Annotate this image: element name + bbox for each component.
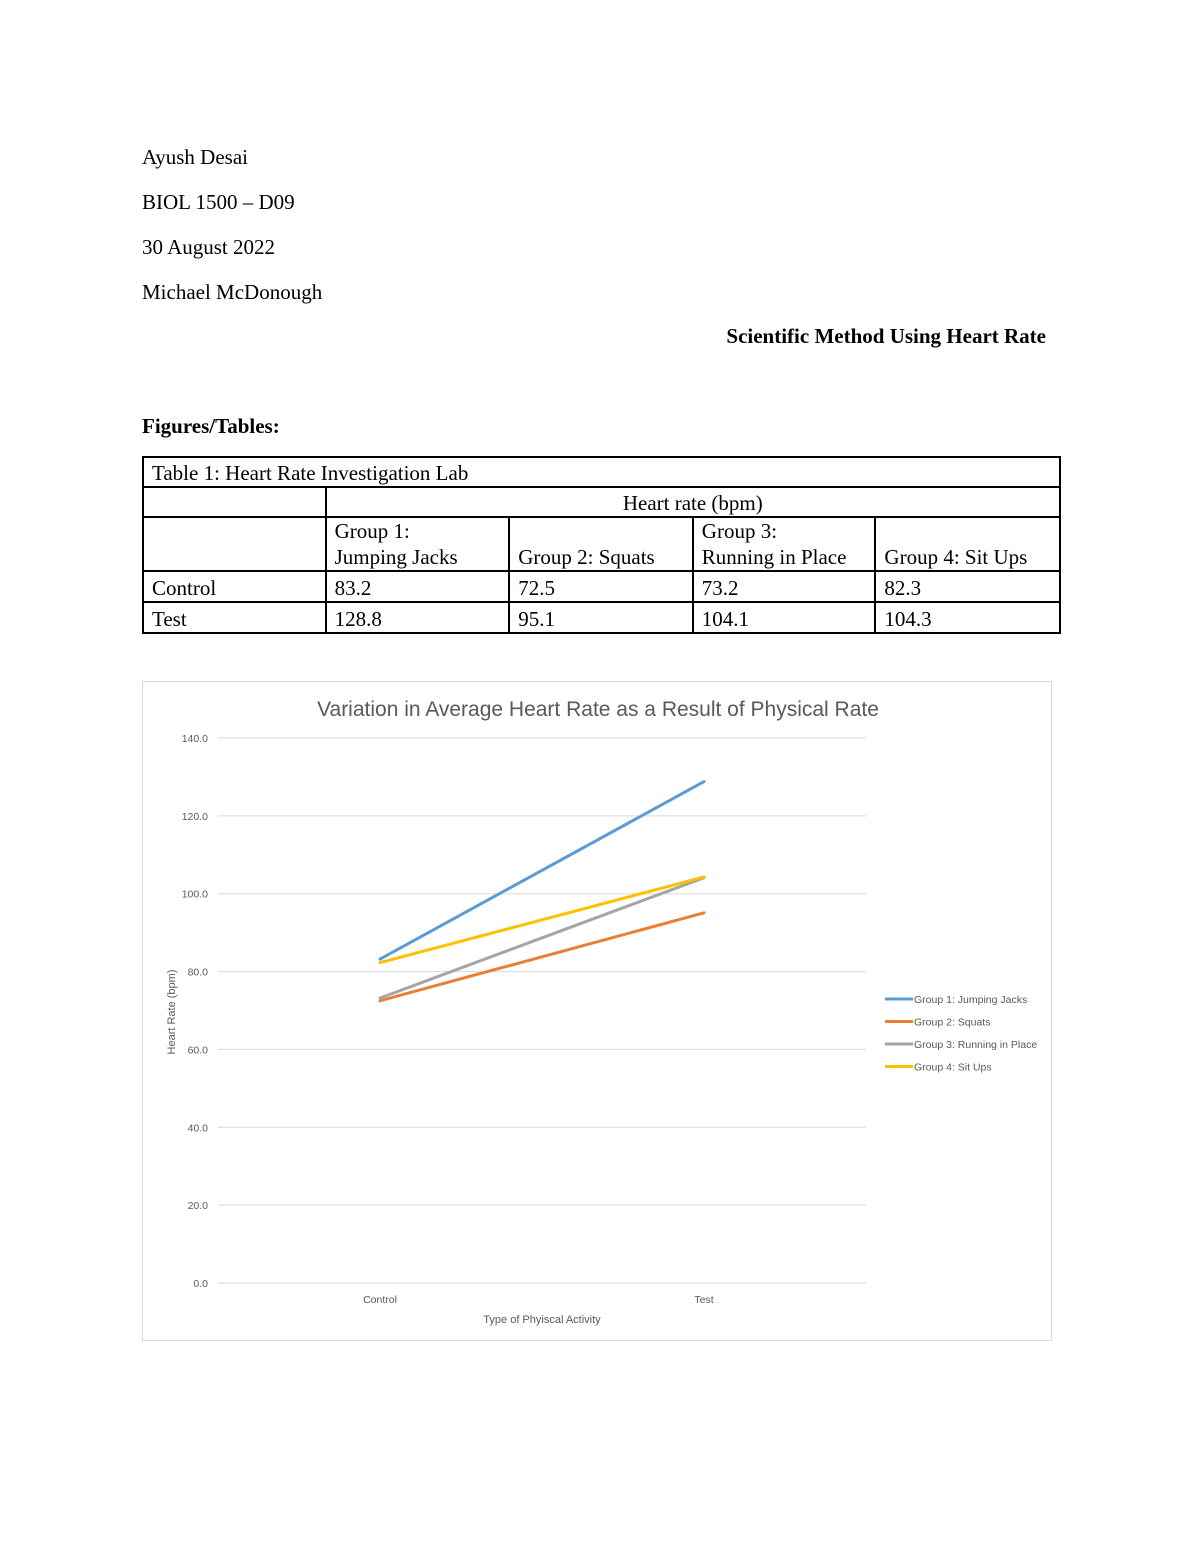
column-header: [326, 517, 510, 571]
heart-rate-header: Heart rate (bpm): [326, 487, 1060, 517]
column-header: [509, 517, 693, 571]
series-line: [380, 877, 704, 963]
table-cell: 104.3: [875, 602, 1060, 633]
series-line: [380, 782, 704, 960]
column-header-line2: Group 4: Sit Ups: [884, 545, 1028, 569]
report-date: 30 August 2022: [142, 235, 276, 259]
table-row: [143, 571, 1060, 602]
series-line: [380, 878, 704, 998]
instructor-name: Michael McDonough: [142, 280, 323, 304]
legend-label: Group 3: Running in Place: [914, 1039, 1038, 1051]
y-tick-label: 120.0: [181, 810, 208, 823]
row-label: Test: [143, 602, 326, 633]
y-axis-title: Heart Rate (bpm): [166, 969, 178, 1055]
table-cell: 104.1: [693, 602, 876, 633]
y-tick-label: 140.0: [181, 733, 208, 745]
table-cell: 128.8: [326, 602, 510, 633]
x-tick-label: Control: [363, 1294, 397, 1306]
heart-rate-chart: [142, 681, 1052, 1341]
column-header-line1: Group 3:: [701, 519, 778, 543]
empty-cell: [143, 517, 326, 571]
chart-title: Variation in Average Heart Rate as a Result of Physical Rate: [317, 698, 879, 721]
empty-cell: [143, 487, 326, 517]
table-cell: 82.3: [875, 571, 1060, 602]
y-tick-label: 40.0: [187, 1122, 208, 1135]
y-tick-label: 100.0: [181, 888, 208, 901]
x-axis-title: Type of Phyiscal Activity: [483, 1314, 601, 1326]
table-cell: 73.2: [693, 571, 876, 602]
chart-svg: [143, 682, 1053, 1342]
gridlines: [182, 733, 866, 1306]
column-header-line2: Group 2: Squats: [518, 545, 655, 569]
x-tick-label: Test: [694, 1294, 714, 1306]
legend-label: Group 1: Jumping Jacks: [914, 994, 1028, 1006]
document-title: Scientific Method Using Heart Rate: [726, 324, 1046, 348]
table-row: [143, 602, 1060, 633]
author-name: Ayush Desai: [142, 145, 248, 169]
table-cell: 72.5: [509, 571, 693, 602]
table-caption: Table 1: Heart Rate Investigation Lab: [143, 457, 1060, 487]
legend-label: Group 4: Sit Ups: [914, 1061, 992, 1074]
legend: [885, 994, 1037, 1074]
heart-rate-table: [142, 456, 1061, 634]
y-tick-label: 20.0: [187, 1200, 208, 1213]
column-header-line2: Jumping Jacks: [334, 545, 458, 569]
table-cell: 83.2: [326, 571, 510, 602]
column-header: [693, 517, 876, 571]
column-header: [875, 517, 1060, 571]
y-tick-label: 60.0: [187, 1044, 208, 1057]
column-header-line2: Running in Place: [701, 545, 847, 569]
legend-label: Group 2: Squats: [914, 1016, 991, 1029]
section-heading: Figures/Tables:: [142, 414, 280, 438]
row-label: Control: [143, 571, 326, 602]
series-line: [380, 913, 704, 1001]
table-cell: 95.1: [509, 602, 693, 633]
series-lines: [380, 782, 704, 1001]
column-header-line1: Group 1:: [334, 519, 410, 543]
y-tick-label: 0.0: [193, 1278, 208, 1290]
course-code: BIOL 1500 – D09: [142, 190, 295, 214]
y-tick-label: 80.0: [187, 966, 208, 979]
